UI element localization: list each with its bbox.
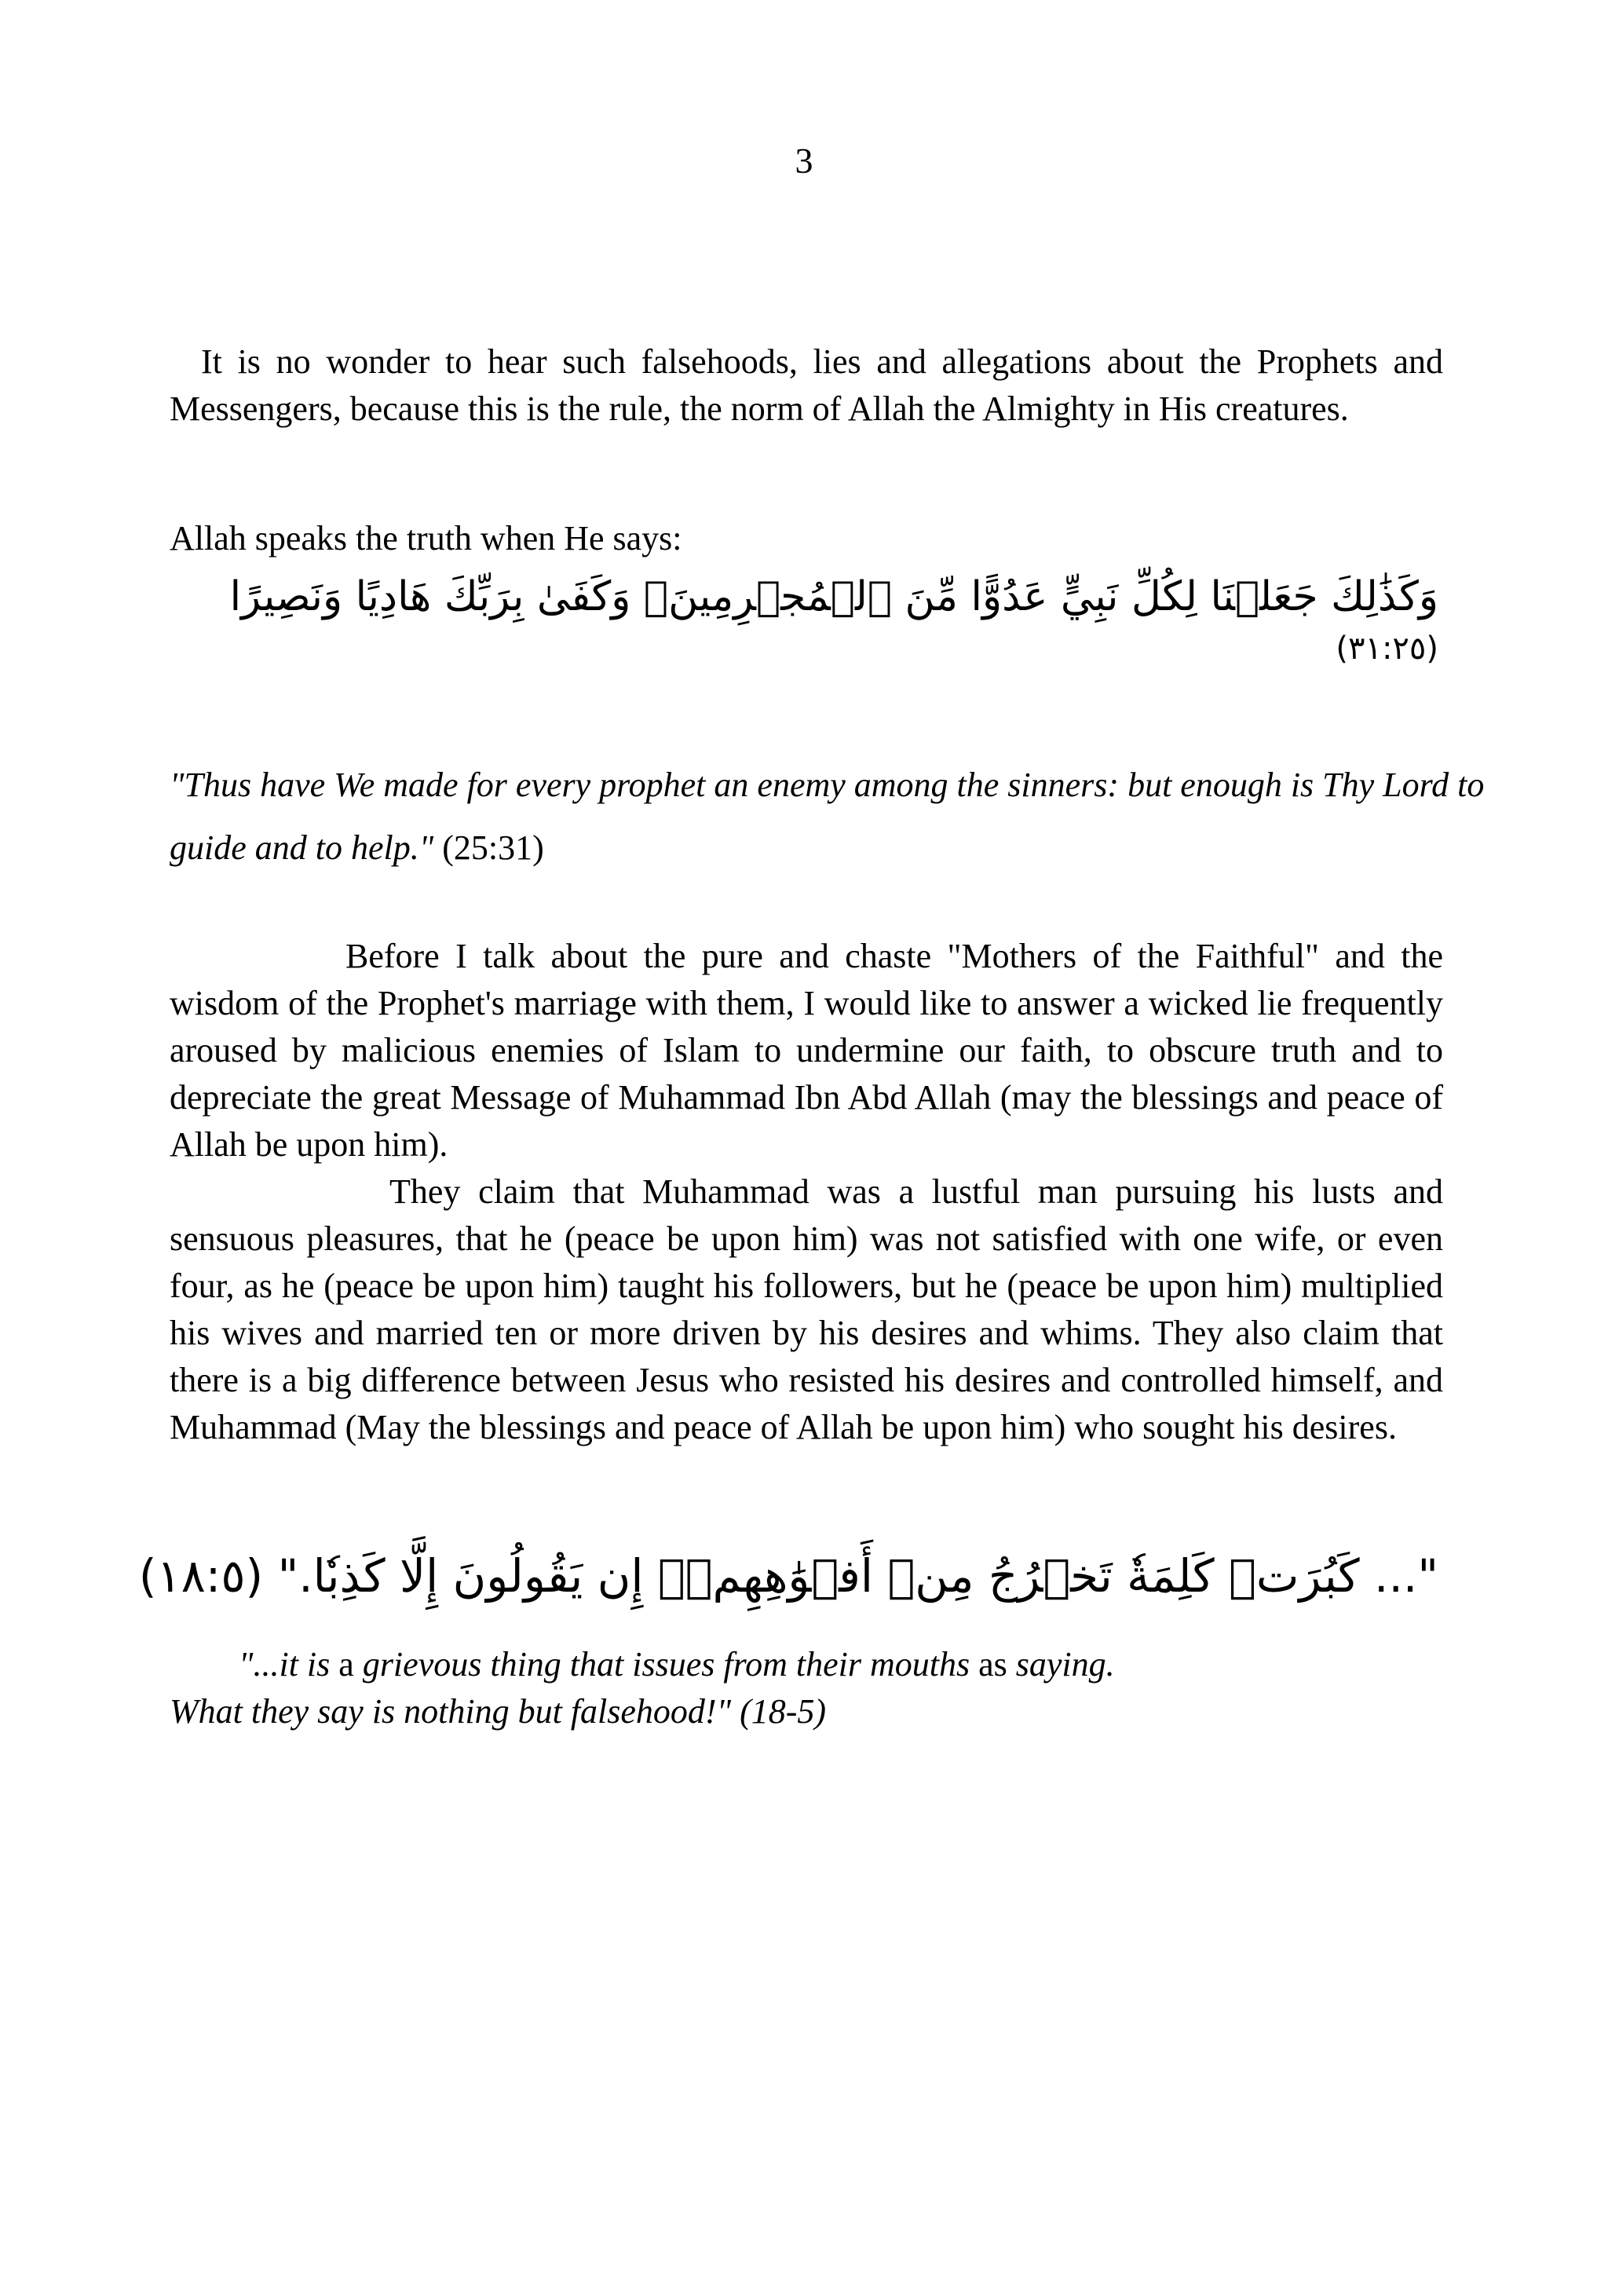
paragraph-claims: They claim that Muhammad was a lustful man pursuing his lusts and sensuous pleasures, that he (peace be upon him) was not satisfied with one wife, or even four, as he (peace be upon him) taught his followers, but he (peace be upon him) multiplied his wives and married ten or more driven by his desires and whims. They also claim that there is a big difference between Jesus who resisted his desires and controlled himself, and Muhammad (May the blessings and peace of Allah be upon him) who sought his desires. <box>170 1172 1443 1446</box>
verse2-trans-c: grievous thing that issues from their mouths <box>362 1645 970 1684</box>
verse1-reference: (٣١:٢٥) <box>1336 631 1438 667</box>
verse1-translation-reference: (25:31) <box>433 828 544 867</box>
paragraph-opening: It is no wonder to hear such falsehoods, lies and allegations about the Prophets and Messengers, because this is the rule, the norm of Allah the Almighty in His creatures. <box>170 342 1443 428</box>
verse2-translation-line1 <box>170 1641 1504 1688</box>
verse-intro-line: Allah speaks the truth when He says: <box>170 519 682 558</box>
verse2-trans-d: as <box>970 1645 1016 1684</box>
verse2-trans-b: a <box>330 1645 363 1684</box>
verse1-translation-text: "Thus have We made for every prophet an enemy among the sinners: but enough is Thy Lord to guide and to help." <box>170 766 1485 867</box>
verse2-trans-e: saying. <box>1015 1645 1115 1684</box>
verse1-translation <box>170 754 1504 879</box>
verse2-arabic: "... كَبُرَتۡ كَلِمَةٗ تَخۡرُجُ مِنۡ أَفۡوَٰهِهِمۡۚ إِن يَقُولُونَ إِلَّا كَذِبٗا." (١٨:٥) <box>138 1549 1438 1603</box>
verse1-arabic: وَكَذَٰلِكَ جَعَلۡنَا لِكُلِّ نَبِيٍّ عَدُوًّا مِّنَ ٱلۡمُجۡرِمِينَۗ وَكَفَىٰ بِرَبِّكَ هَادِيًا وَنَصِيرًا <box>229 573 1438 620</box>
page-number: 3 <box>795 141 813 181</box>
paragraph-mothers-of-faithful: Before I talk about the pure and chaste "Mothers of the Faithful" and the wisdom of the Prophet's marriage with them, I would like to answer a wicked lie frequently aroused by malicious enemies of Islam to undermine our faith, to obscure truth and to depreciate the great Message of Muhammad Ibn Abd Allah (may the blessings and peace of Allah be upon him). <box>170 937 1443 1164</box>
verse2-trans-a: "...it is <box>239 1645 331 1684</box>
verse2-translation-line2: What they say is nothing but falsehood!" (18-5) <box>170 1692 827 1731</box>
